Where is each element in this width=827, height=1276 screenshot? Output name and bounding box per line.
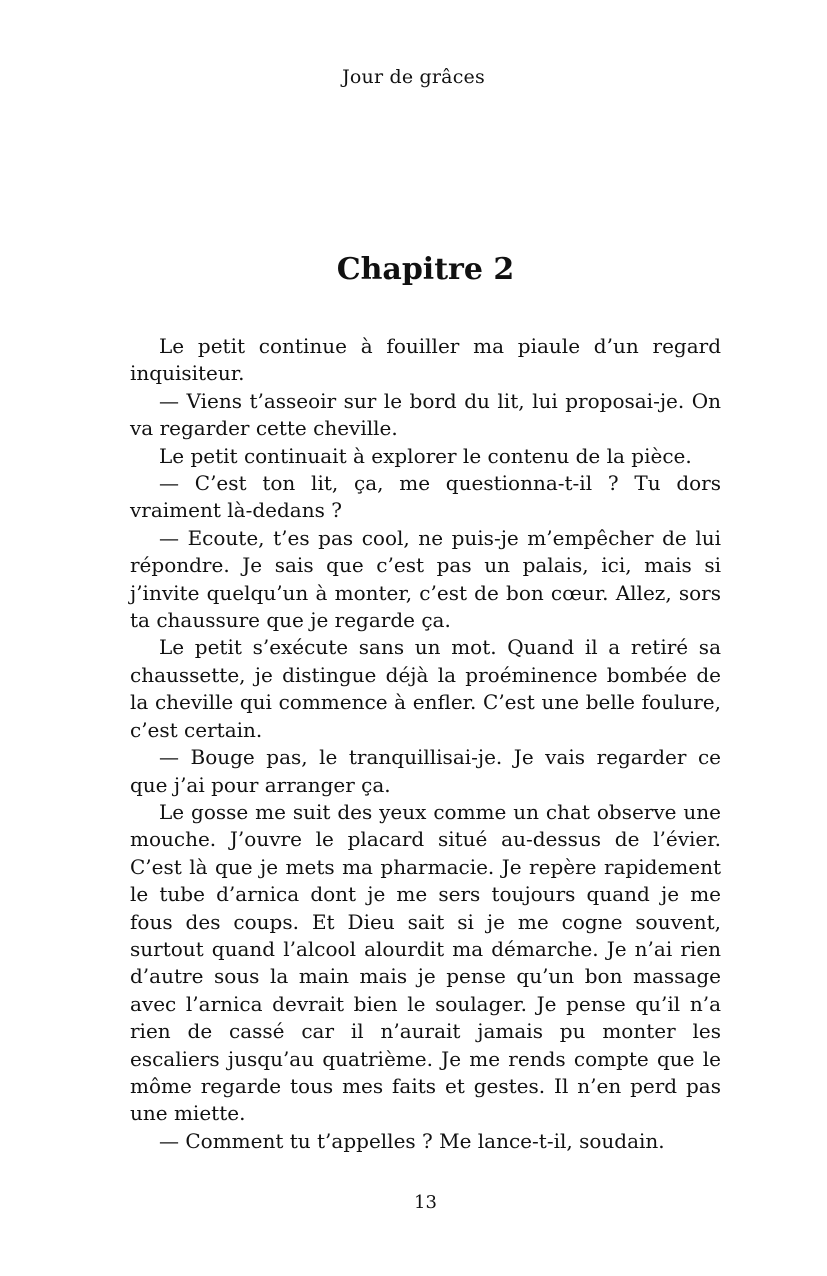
- page-number: 13: [414, 1192, 437, 1213]
- paragraph: Le petit continuait à explorer le contenu de la pièce.: [159, 443, 692, 468]
- paragraph: — Ecoute, t’es pas cool, ne puis-je m’empêcher de lui répondre. Je sais que c’est pas un palais, ici, mais si j’invite quelqu’un à monter, c’est de bon cœur. Allez, sors ta chaussure que je regarde ça.: [130, 525, 721, 633]
- paragraph: Le petit s’exécute sans un mot. Quand il a retiré sa chaussette, je distingue déjà la proéminence bombée de la cheville qui commence à enfler. C’est une belle foulure, c’est certain.: [130, 635, 721, 742]
- chapter-body: [130, 333, 721, 1155]
- paragraph: — Bouge pas, le tranquillisai-je. Je vais regarder ce que j’ai pour arranger ça.: [130, 745, 721, 797]
- paragraph: — Comment tu t’appelles ? Me lance-t-il, soudain.: [159, 1128, 665, 1153]
- chapter-title: Chapitre 2: [336, 252, 515, 287]
- paragraph: Le petit continue à fouiller ma piaule d’un regard inquisiteur.: [130, 334, 721, 386]
- paragraph: — C’est ton lit, ça, me questionna-t-il ? Tu dors vraiment là-dedans ?: [130, 471, 721, 523]
- paragraph: — Viens t’asseoir sur le bord du lit, lui proposai-je. On va regarder cette cheville.: [130, 388, 721, 441]
- running-header: Jour de grâces: [342, 66, 485, 88]
- paragraph: Le gosse me suit des yeux comme un chat observe une mouche. J’ouvre le placard situé au-dessus de l’évier. C’est là que je mets ma pharmacie. Je repère rapidement le tube d’arnica dont je me sers toujours quand je me fous des coups. Et Dieu sait si je me cogne souvent, surtout quand l’alcool alourdit ma démarche. Je n’ai rien d’autre sous la main mais je pense qu’un bon massage avec l’arnica devrait bien le soulager. Je pense qu’il n’a rien de cassé car il n’aurait jamais pu monter les escaliers jusqu’au quatrième. Je me rends compte que le môme regarde tous mes faits et gestes. Il n’en perd pas une miette.: [130, 799, 721, 1126]
